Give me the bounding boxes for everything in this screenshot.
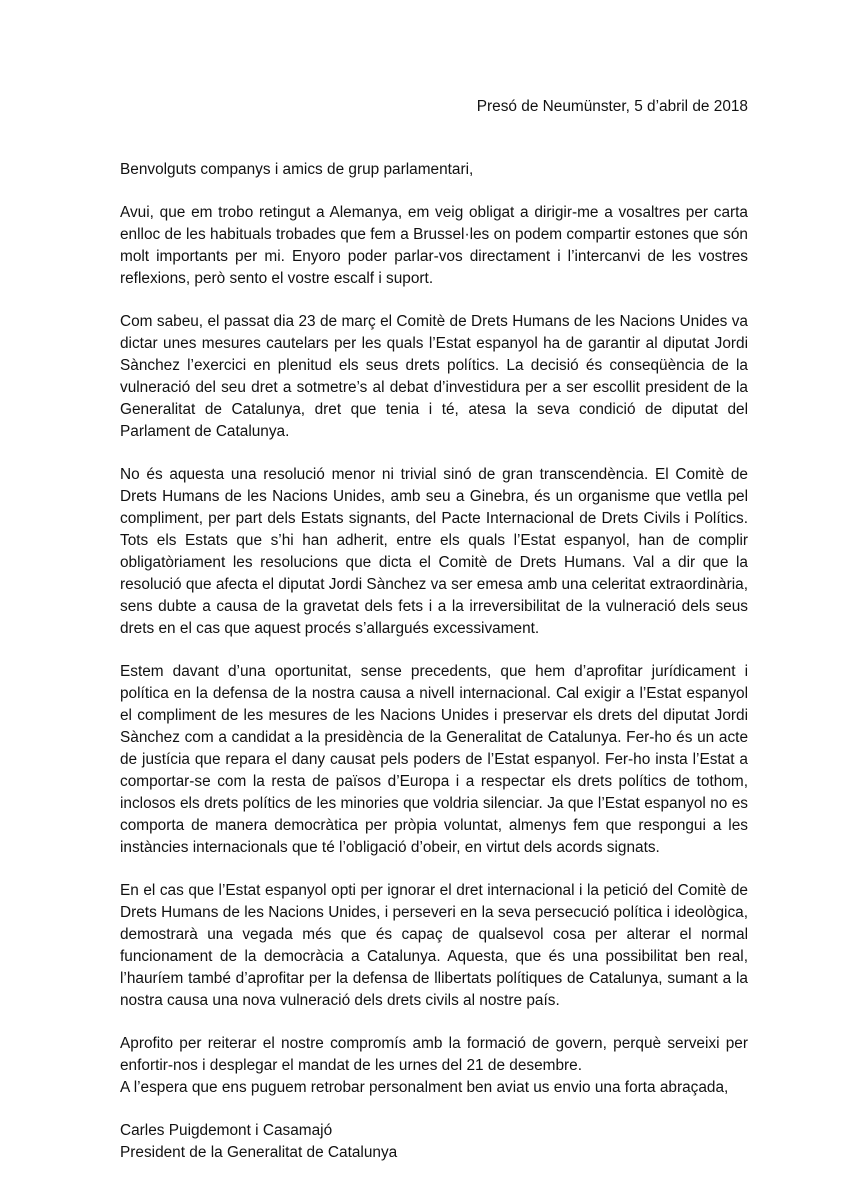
signature-name: Carles Puigdemont i Casamajó [120, 1122, 333, 1139]
letter-place-date: Presó de Neumünster, 5 d’abril de 2018 [476, 98, 748, 115]
letter-paragraph: Estem davant d’una oportunitat, sense precedents, que hem d’aprofitar jurídicament i política en la defensa de la nostra causa a nivell internacional. Cal exigir a l’Estat espanyol el compliment de les mesures de les Nacions Unides i preservar els drets del diputat Jordi Sànchez com a candidat a la presidència de la Generalitat de Catalunya. Fer-ho és un acte de justícia que repara el dany causat pels poders de l’Estat espanyol. Fer-ho insta l’Estat a comportar-se com la resta de països d’Europa i a respectar els drets polítics de tothom, inclosos els drets polítics de les minories que voldria silenciar. Ja que l’Estat espanyol no es comporta de manera democràtica per pròpia voluntat, almenys fem que respongui a les instàncies internacionals que té l’obligació d’obeir, en virtut dels acords signats. [120, 663, 748, 856]
letter-paragraph: Avui, que em trobo retingut a Alemanya, em veig obligat a dirigir-me a vosaltres per carta enlloc de les habituals trobades que fem a Brussel·les on podem compartir estones que són molt importants per mi. Enyoro poder parlar-vos directament i l’intercanvi de les vostres reflexions, però sento el vostre escalf i suport. [120, 204, 748, 287]
signature-title: President de la Generalitat de Catalunya [120, 1144, 398, 1161]
letter-paragraph: No és aquesta una resolució menor ni trivial sinó de gran transcendència. El Comitè de Drets Humans de les Nacions Unides, amb seu a Ginebra, és un organisme que vetlla pel compliment, per part dels Estats signants, del Pacte Internacional de Drets Civils i Polítics. Tots els Estats que s’hi han adherit, entre els quals l’Estat espanyol, han de complir obligatòriament les resolucions que dicta el Comitè de Drets Humans. Val a dir que la resolució que afecta el diputat Jordi Sànchez va ser emesa amb una celeritat extraordinària, sens dubte a causa de la gravetat dels fets i a la irreversibilitat de la vulneració dels seus drets en el cas que aquest procés s’allargués excessivament. [120, 466, 748, 637]
letter-paragraph: Com sabeu, el passat dia 23 de març el Comitè de Drets Humans de les Nacions Unides va dictar unes mesures cautelars per les quals l’Estat espanyol ha de garantir al diputat Jordi Sànchez l’exercici en plenitud els seus drets polítics. La decisió és conseqüència de la vulneració del seu dret a sotmetre’s al debat d’investidura per a ser escollit president de la Generalitat de Catalunya, dret que tenia i té, atesa la seva condició de diputat del Parlament de Catalunya. [120, 313, 748, 440]
letter-paragraph: En el cas que l’Estat espanyol opti per ignorar el dret internacional i la petició del Comitè de Drets Humans de les Nacions Unides, i perseveri en la seva persecució política i ideològica, demostrarà una vegada més que és capaç de qualsevol cosa per alterar el normal funcionament de la democràcia a Catalunya. Aquesta, que és una possibilitat ben real, l’hauríem també d’aprofitar per la defensa de llibertats polítiques de Catalunya, sumant a la nostra causa una nova vulneració dels drets civils al nostre país. [120, 882, 748, 1009]
letter-page [120, 96, 748, 1164]
letter-signature [120, 1120, 748, 1164]
letter-closing: A l’espera que ens puguem retrobar personalment ben aviat us envio una forta abraçada, [120, 1079, 729, 1096]
letter-greeting: Benvolguts companys i amics de grup parlamentari, [120, 161, 474, 178]
letter-paragraph: Aprofito per reiterar el nostre compromís amb la formació de govern, perquè serveixi per enfortir-nos i desplegar el mandat de les urnes del 21 de desembre. [120, 1035, 748, 1074]
